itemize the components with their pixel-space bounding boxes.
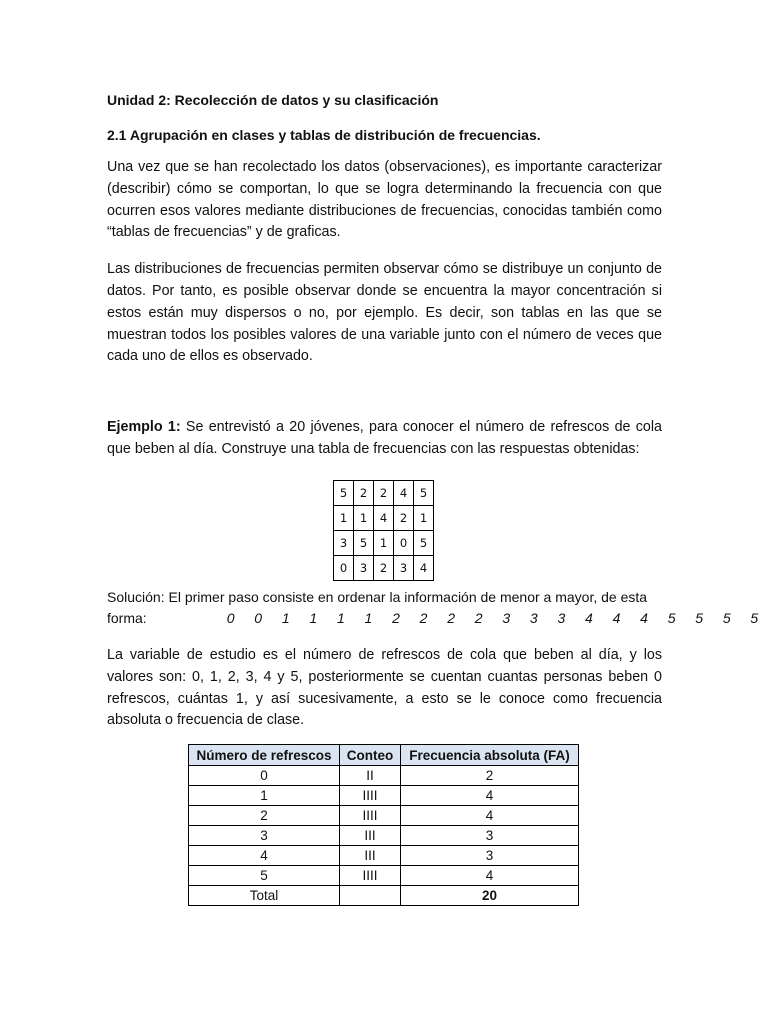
unit-heading: Unidad 2: Recolección de datos y su clasificación	[107, 92, 439, 108]
cell-frecuencia: 4	[401, 866, 579, 886]
grid-cell: 0	[394, 531, 414, 556]
table-row	[189, 806, 579, 826]
cell-frecuencia: 4	[401, 806, 579, 826]
header-numero: Número de refrescos	[189, 745, 340, 766]
grid-cell: 5	[414, 531, 434, 556]
grid-cell: 2	[354, 481, 374, 506]
example-paragraph	[107, 417, 662, 461]
grid-cell: 0	[334, 556, 354, 581]
grid-cell: 1	[354, 506, 374, 531]
cell-frecuencia: 3	[401, 846, 579, 866]
grid-cell: 3	[334, 531, 354, 556]
grid-cell: 4	[414, 556, 434, 581]
cell-conteo: III	[340, 826, 401, 846]
cell-total-label: Total	[189, 886, 340, 906]
grid-cell: 5	[354, 531, 374, 556]
cell-frecuencia: 2	[401, 766, 579, 786]
section-heading: 2.1 Agrupación en clases y tablas de distribución de frecuencias.	[107, 127, 541, 143]
grid-cell: 1	[334, 506, 354, 531]
cell-numero: 4	[189, 846, 340, 866]
grid-cell: 1	[414, 506, 434, 531]
table-row	[189, 846, 579, 866]
paragraph-distributions: Las distribuciones de frecuencias permiten observar cómo se distribuye un conjunto de datos. Por tanto, es posible observar donde se encuentra la mayor concentración si estos están muy dispersos o no, por ejemplo. Es decir, son tablas en las que se muestran todos los posibles valores de una variable junto con el número de veces que cada uno de ellos es observado.	[107, 261, 662, 365]
grid-cell: 4	[374, 506, 394, 531]
table-header-row	[189, 745, 579, 766]
cell-numero: 2	[189, 806, 340, 826]
grid-cell: 5	[414, 481, 434, 506]
grid-row	[334, 481, 434, 506]
cell-total-value: 20	[401, 886, 579, 906]
grid-cell: 3	[394, 556, 414, 581]
cell-conteo: II	[340, 766, 401, 786]
grid-cell: 1	[374, 531, 394, 556]
frequency-table	[188, 744, 579, 906]
paragraph-variable: La variable de estudio es el número de refrescos de cola que beben al día, y los valores son: 0, 1, 2, 3, 4 y 5, posteriormente se cuentan cuantas personas beben 0 refrescos, cuántas 1, y así sucesivamente, a esto se le conoce como frecuencia absoluta o frecuencia de clase.	[107, 647, 662, 729]
grid-cell: 5	[334, 481, 354, 506]
grid-cell: 4	[394, 481, 414, 506]
table-row	[189, 786, 579, 806]
cell-frecuencia: 4	[401, 786, 579, 806]
cell-conteo: III	[340, 846, 401, 866]
paragraph-intro: Una vez que se han recolectado los datos (observaciones), es importante caracterizar (describir) cómo se comportan, lo que se logra determinando la frecuencia con que ocurren esos valores mediante distribuciones de frecuencias, conocidas también como “tablas de frecuencias” y de graficas.	[107, 159, 662, 241]
table-row	[189, 826, 579, 846]
cell-conteo: IIII	[340, 866, 401, 886]
grid-cell: 2	[374, 556, 394, 581]
cell-frecuencia: 3	[401, 826, 579, 846]
solution-line-2	[107, 608, 759, 629]
cell-conteo: IIII	[340, 806, 401, 826]
cell-conteo: IIII	[340, 786, 401, 806]
header-frecuencia: Frecuencia absoluta (FA)	[401, 745, 579, 766]
solution-form-label: forma:	[107, 610, 147, 626]
grid-cell: 2	[394, 506, 414, 531]
cell-numero: 5	[189, 866, 340, 886]
sorted-values: 0 0 1 1 1 1 2 2 2 2 3 3 3 4 4 4 5 5 5 5	[226, 610, 759, 626]
grid-row	[334, 531, 434, 556]
cell-total-conteo	[340, 886, 401, 906]
example-label: Ejemplo 1:	[107, 419, 181, 435]
solution-block	[107, 587, 759, 629]
table-total-row	[189, 886, 579, 906]
cell-numero: 1	[189, 786, 340, 806]
raw-data-grid	[333, 480, 434, 581]
table-row	[189, 766, 579, 786]
grid-cell: 3	[354, 556, 374, 581]
document-page	[107, 90, 759, 903]
solution-line: Solución: El primer paso consiste en ordenar la información de menor a mayor, de esta	[107, 589, 648, 605]
cell-numero: 0	[189, 766, 340, 786]
grid-cell: 2	[374, 481, 394, 506]
table-row	[189, 866, 579, 886]
cell-numero: 3	[189, 826, 340, 846]
grid-row	[334, 556, 434, 581]
example-text: Se entrevistó a 20 jóvenes, para conocer el número de refrescos de cola que beben al día. Construye una tabla de frecuencias con las respuestas obtenidas:	[107, 419, 662, 457]
header-conteo: Conteo	[340, 745, 401, 766]
grid-row	[334, 506, 434, 531]
